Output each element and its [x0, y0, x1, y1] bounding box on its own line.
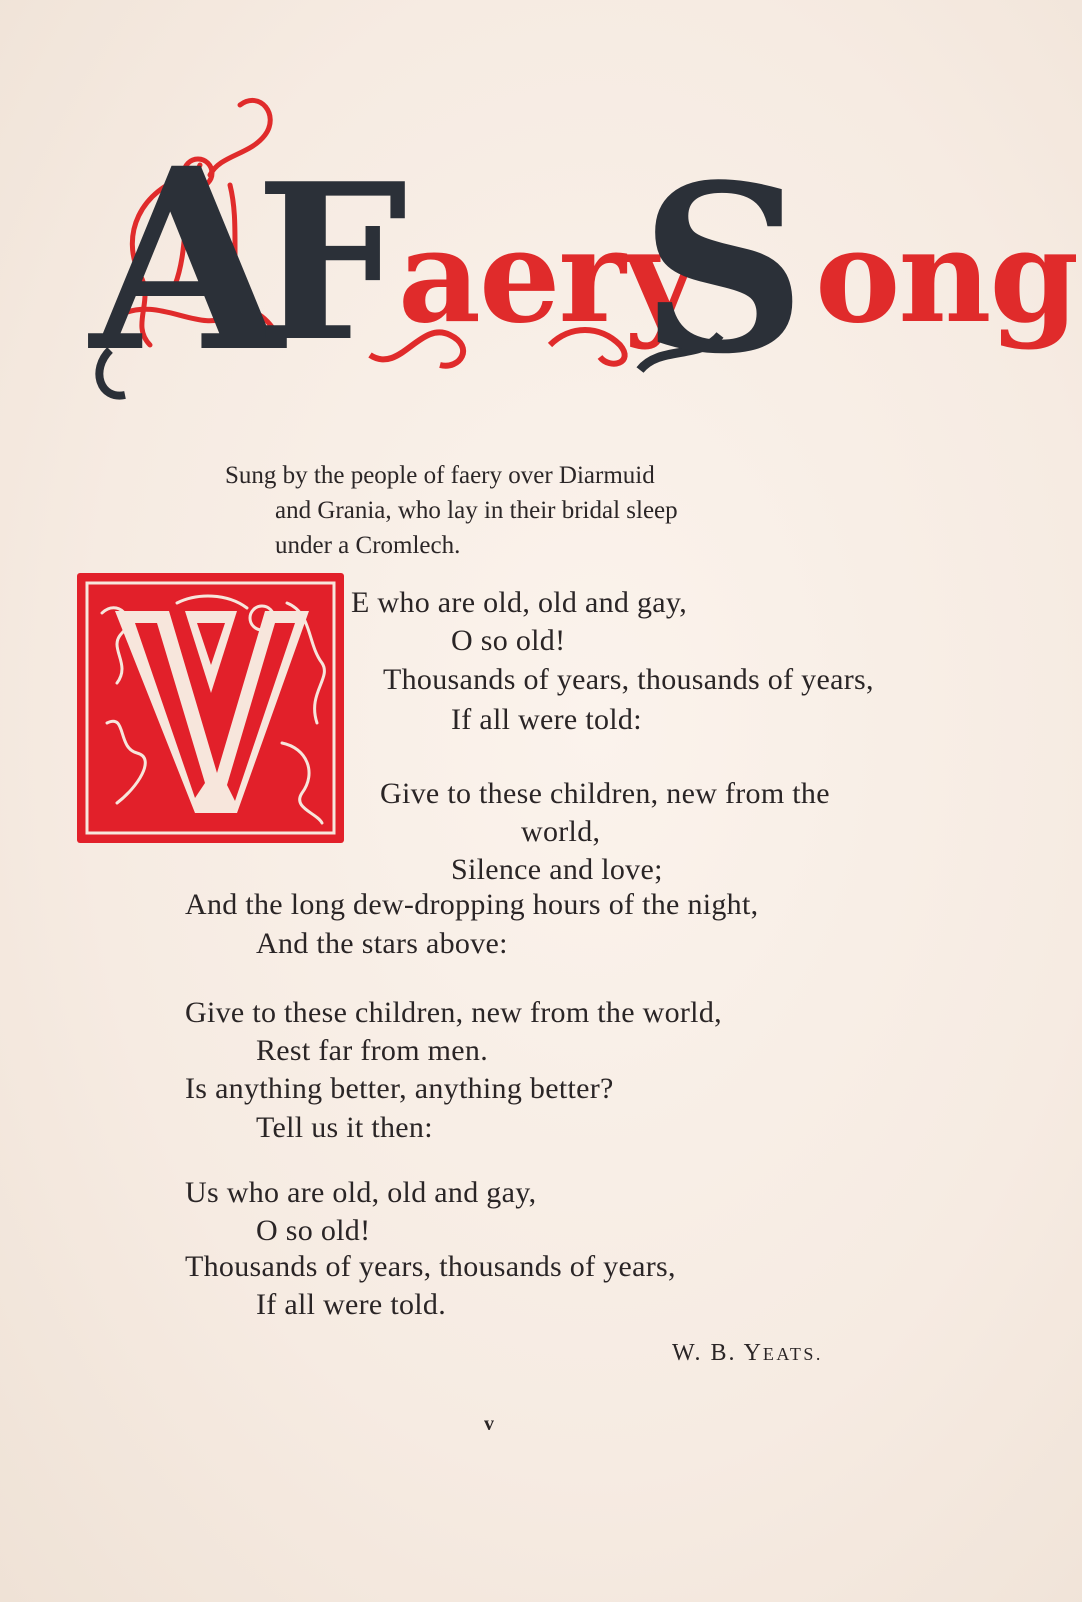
title-initial-s: S — [640, 135, 807, 405]
page-number: v — [484, 1413, 494, 1435]
subtitle-line-2: and Grania, who lay in their bridal sleep — [275, 497, 678, 524]
title-initial-f: F — [255, 136, 408, 389]
subtitle-line-3: under a Cromlech. — [275, 532, 461, 559]
poem-line: Is anything better, anything better? — [185, 1072, 614, 1105]
poem-line: Give to these children, new from the — [380, 777, 830, 810]
poem-line: Silence and love; — [451, 853, 663, 886]
poem-line: If all were told: — [451, 703, 642, 736]
poem-line: world, — [521, 815, 601, 848]
poem-line: Us who are old, old and gay, — [185, 1176, 537, 1209]
poem-line: Give to these children, new from the world, — [185, 996, 722, 1029]
title-initial-a: A — [90, 113, 284, 407]
author-signature — [672, 1340, 823, 1367]
poem-line: E who are old, old and gay, — [351, 586, 688, 619]
poem-line: Thousands of years, thousands of years, — [185, 1250, 676, 1283]
title-word-ong: ong — [815, 202, 1077, 352]
author-surname: EATS. — [762, 1344, 823, 1364]
author-initials: W. B. Y — [672, 1340, 763, 1366]
poem-line: O so old! — [451, 624, 566, 657]
poem-line: And the long dew-dropping hours of the night, — [185, 888, 759, 921]
poem-line: Thousands of years, thousands of years, — [383, 663, 874, 696]
poem-line: Tell us it then: — [256, 1111, 433, 1144]
poem-line: If all were told. — [256, 1288, 447, 1321]
subtitle-line-1: Sung by the people of faery over Diarmuid — [225, 462, 655, 489]
poem-line: O so old! — [256, 1214, 371, 1247]
poem-line: And the stars above: — [256, 927, 508, 960]
poem-line: Rest far from men. — [256, 1034, 488, 1067]
title-word-aery: aery — [398, 202, 697, 352]
